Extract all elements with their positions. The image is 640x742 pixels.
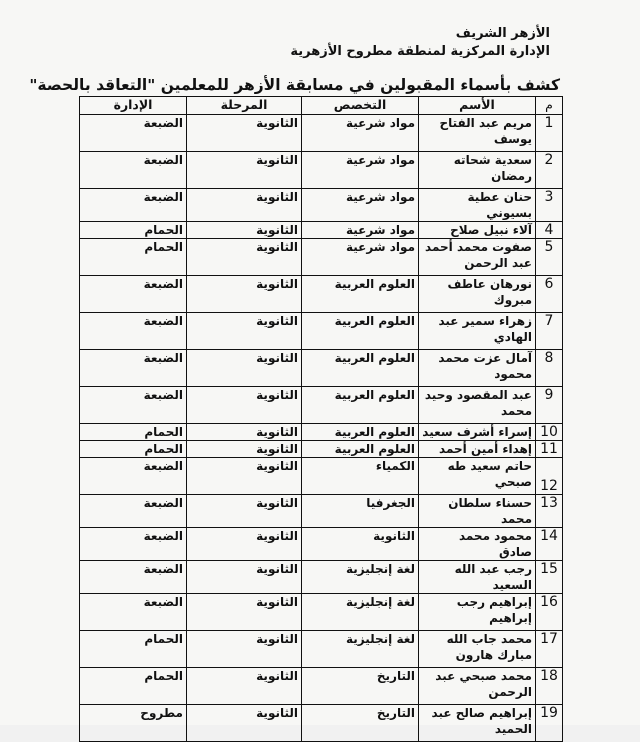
cell-name: زهراء سمير عبد الهادي	[419, 313, 536, 350]
cell-stage: الثانوية	[187, 313, 302, 350]
cell-administration: الضبعة	[80, 276, 187, 313]
cell-stage: الثانوية	[187, 631, 302, 668]
cell-num: 3	[536, 189, 563, 222]
accepted-teachers-table	[79, 96, 563, 742]
table-row	[80, 239, 563, 276]
cell-stage: الثانوية	[187, 276, 302, 313]
cell-name: إبراهيم رجب إبراهيم	[419, 594, 536, 631]
cell-specialty: مواد شرعية	[302, 189, 419, 222]
table-row	[80, 387, 563, 424]
column-header-specialty: التخصص	[302, 97, 419, 115]
cell-specialty: العلوم العربية	[302, 313, 419, 350]
cell-specialty: العلوم العربية	[302, 424, 419, 441]
cell-specialty: العلوم العربية	[302, 441, 419, 458]
cell-administration: الضبعة	[80, 313, 187, 350]
cell-num: 1	[536, 115, 563, 152]
cell-name: إهداء أمين أحمد	[419, 441, 536, 458]
cell-specialty: الكمياء	[302, 458, 419, 495]
cell-stage: الثانوية	[187, 705, 302, 742]
cell-administration: الضبعة	[80, 152, 187, 189]
cell-num: 17	[536, 631, 563, 668]
cell-specialty: لغة إنجليزية	[302, 561, 419, 594]
cell-num: 4	[536, 222, 563, 239]
header-administration: الإدارة المركزية لمنطقة مطروح الأزهرية	[290, 44, 550, 59]
cell-administration: الضبعة	[80, 189, 187, 222]
column-header-num: م	[536, 97, 563, 115]
cell-stage: الثانوية	[187, 239, 302, 276]
cell-num: 18	[536, 668, 563, 705]
cell-administration: الضبعة	[80, 594, 187, 631]
cell-administration: الضبعة	[80, 458, 187, 495]
cell-stage: الثانوية	[187, 350, 302, 387]
cell-num: 5	[536, 239, 563, 276]
cell-num: 11	[536, 441, 563, 458]
cell-name: إسراء أشرف سعيد	[419, 424, 536, 441]
table-row	[80, 152, 563, 189]
cell-specialty: لغة إنجليزية	[302, 631, 419, 668]
cell-specialty: العلوم العربية	[302, 350, 419, 387]
cell-administration: مطروح	[80, 705, 187, 742]
cell-stage: الثانوية	[187, 668, 302, 705]
cell-num: 9	[536, 387, 563, 424]
cell-specialty: مواد شرعية	[302, 239, 419, 276]
document-title: كشف بأسماء المقبولين في مسابقة الأزهر للمعلمين "التعاقد بالحصة"	[29, 76, 560, 94]
cell-specialty: التاريخ	[302, 668, 419, 705]
cell-specialty: مواد شرعية	[302, 152, 419, 189]
cell-num: 6	[536, 276, 563, 313]
cell-specialty: مواد شرعية	[302, 115, 419, 152]
table-row	[80, 705, 563, 742]
cell-name: حسناء سلطان محمد	[419, 495, 536, 528]
cell-name: عبد المقصود وحيد محمد	[419, 387, 536, 424]
cell-name: مريم عبد الفتاح يوسف	[419, 115, 536, 152]
table-row	[80, 668, 563, 705]
cell-administration: الحمام	[80, 668, 187, 705]
table-row	[80, 561, 563, 594]
cell-stage: الثانوية	[187, 424, 302, 441]
cell-num: 8	[536, 350, 563, 387]
column-header-name: الأسم	[419, 97, 536, 115]
cell-administration: الضبعة	[80, 115, 187, 152]
cell-num: 19	[536, 705, 563, 742]
cell-stage: الثانوية	[187, 594, 302, 631]
table-row	[80, 458, 563, 495]
cell-num: 16	[536, 594, 563, 631]
cell-administration: الضبعة	[80, 561, 187, 594]
table-row	[80, 222, 563, 239]
cell-stage: الثانوية	[187, 222, 302, 239]
cell-administration: الضبعة	[80, 495, 187, 528]
cell-name: محمد جاب الله مبارك هارون	[419, 631, 536, 668]
table-row	[80, 115, 563, 152]
cell-specialty: لغة إنجليزية	[302, 594, 419, 631]
table-row	[80, 276, 563, 313]
table-row	[80, 189, 563, 222]
cell-stage: الثانوية	[187, 495, 302, 528]
cell-name: آلاء نبيل صلاح	[419, 222, 536, 239]
cell-specialty: مواد شرعية	[302, 222, 419, 239]
cell-specialty: الثانوية	[302, 528, 419, 561]
cell-num: 12	[536, 458, 563, 495]
cell-administration: الحمام	[80, 631, 187, 668]
table-row	[80, 594, 563, 631]
cell-name: محمد صبحي عبد الرحمن	[419, 668, 536, 705]
table-row	[80, 350, 563, 387]
cell-stage: الثانوية	[187, 561, 302, 594]
cell-stage: الثانوية	[187, 152, 302, 189]
cell-stage: الثانوية	[187, 441, 302, 458]
cell-num: 14	[536, 528, 563, 561]
table-row	[80, 424, 563, 441]
cell-stage: الثانوية	[187, 189, 302, 222]
cell-num: 13	[536, 495, 563, 528]
cell-specialty: الجغرفيا	[302, 495, 419, 528]
cell-name: حاتم سعيد طه صبحي	[419, 458, 536, 495]
cell-stage: الثانوية	[187, 115, 302, 152]
cell-administration: الضبعة	[80, 387, 187, 424]
cell-name: نورهان عاطف مبروك	[419, 276, 536, 313]
column-header-stage: المرحلة	[187, 97, 302, 115]
column-header-administration: الإدارة	[80, 97, 187, 115]
cell-name: إبراهيم صالح عبد الحميد	[419, 705, 536, 742]
cell-name: سعدية شحاته رمضان	[419, 152, 536, 189]
cell-name: رجب عبد الله السعيد	[419, 561, 536, 594]
cell-administration: الضبعة	[80, 528, 187, 561]
cell-specialty: العلوم العربية	[302, 387, 419, 424]
cell-stage: الثانوية	[187, 458, 302, 495]
cell-administration: الحمام	[80, 222, 187, 239]
cell-stage: الثانوية	[187, 528, 302, 561]
cell-administration: الضبعة	[80, 350, 187, 387]
cell-stage: الثانوية	[187, 387, 302, 424]
cell-num: 15	[536, 561, 563, 594]
cell-specialty: العلوم العربية	[302, 276, 419, 313]
table-row	[80, 631, 563, 668]
table-row	[80, 441, 563, 458]
cell-name: صفوت محمد أحمد عبد الرحمن	[419, 239, 536, 276]
table-header-row	[80, 97, 563, 115]
cell-specialty: التاريخ	[302, 705, 419, 742]
cell-num: 10	[536, 424, 563, 441]
cell-name: محمود محمد صادق	[419, 528, 536, 561]
table-row	[80, 528, 563, 561]
cell-name: آمال عزت محمد محمود	[419, 350, 536, 387]
cell-administration: الحمام	[80, 441, 187, 458]
table-body	[80, 115, 563, 742]
table-row	[80, 313, 563, 350]
header-institution: الأزهر الشريف	[455, 26, 550, 41]
table-row	[80, 495, 563, 528]
cell-num: 7	[536, 313, 563, 350]
cell-administration: الحمام	[80, 424, 187, 441]
cell-administration: الحمام	[80, 239, 187, 276]
cell-name: حنان عطية بسيوني	[419, 189, 536, 222]
cell-num: 2	[536, 152, 563, 189]
